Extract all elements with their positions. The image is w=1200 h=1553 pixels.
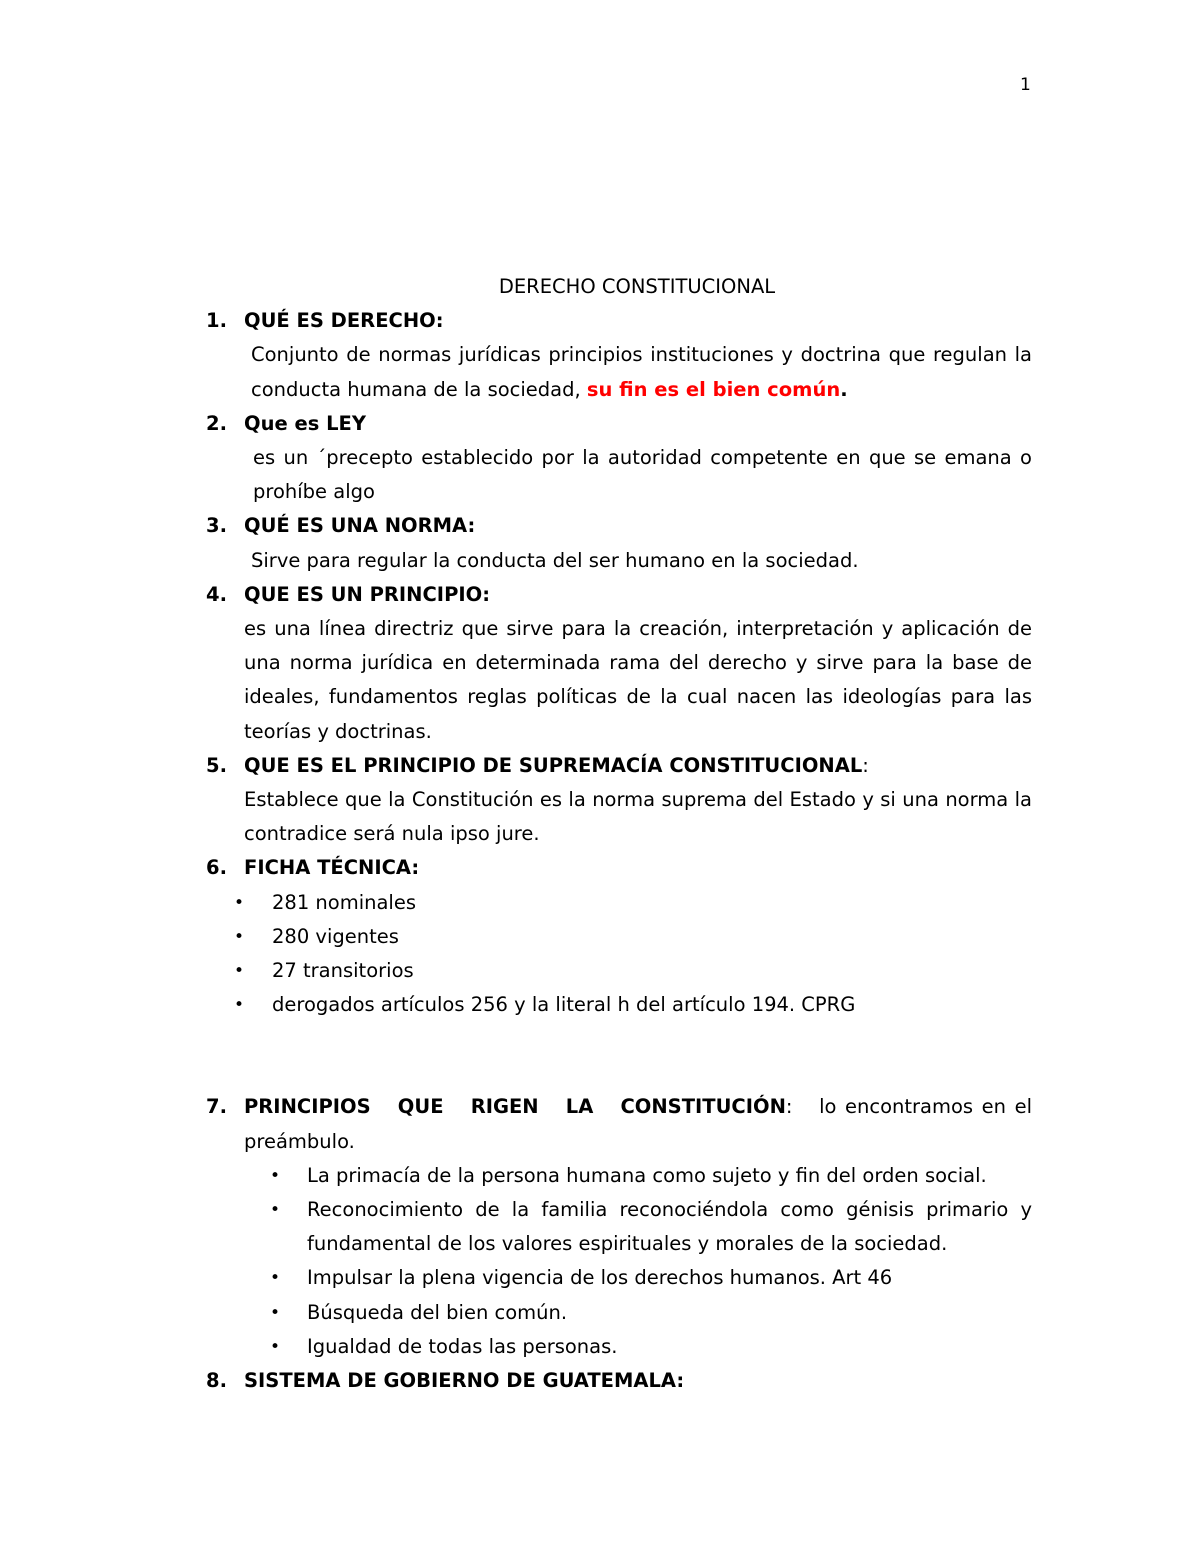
section-number: 2. xyxy=(206,411,227,435)
section-text: es un ´precepto establecido por la autoridad competente en que se emana o prohíbe algo xyxy=(253,446,1032,504)
section-que-es-principio xyxy=(202,578,1032,749)
section-number: 5. xyxy=(206,753,227,777)
section-number: 1. xyxy=(206,309,227,333)
bullet-icon: • xyxy=(234,892,245,913)
section-text xyxy=(244,338,1032,406)
list-item xyxy=(202,988,1032,1022)
bullet-icon: • xyxy=(270,1200,281,1221)
section-heading: QUÉ ES UNA NORMA: xyxy=(244,514,476,538)
list-item xyxy=(202,1330,1032,1364)
list-item xyxy=(202,886,1032,920)
list-item-text: Impulsar la plena vigencia de los derechos humanos. Art 46 xyxy=(307,1266,893,1290)
section-heading: PRINCIPIOS QUE RIGEN LA CONSTITUCIÓN xyxy=(244,1095,786,1119)
list-item-text: Reconocimiento de la familia reconociéndola como génisis primario y fundamental de los valores espirituales y morales de la sociedad. xyxy=(307,1198,1032,1256)
section-heading-line xyxy=(244,749,1032,783)
document-body xyxy=(202,270,1032,1398)
section-que-es-norma xyxy=(202,509,1032,577)
list-item-text: Búsqueda del bien común. xyxy=(307,1300,568,1324)
section-que-es-ley xyxy=(202,407,1032,510)
list-item xyxy=(202,954,1032,988)
heading-colon: : xyxy=(862,753,869,777)
bullet-icon: • xyxy=(234,926,245,947)
section-heading: FICHA TÉCNICA: xyxy=(244,856,420,880)
list-item xyxy=(202,1193,1032,1261)
bullet-icon: • xyxy=(234,961,245,982)
list-item xyxy=(202,1296,1032,1330)
bullet-icon: • xyxy=(270,1268,281,1289)
page-number: 1 xyxy=(1020,75,1031,95)
bullet-icon: • xyxy=(270,1165,281,1186)
section-text: Sirve para regular la conducta del ser humano en la sociedad. xyxy=(251,548,859,572)
section-sistema-gobierno xyxy=(202,1364,1032,1398)
section-text: es una línea directriz que sirve para la creación, interpretación y aplicación de una norma jurídica en determinada rama del derecho y sirve para la base de ideales, fundamentos reglas políticas de la cual nacen las ideologías para las teorías y doctrinas. xyxy=(244,617,1032,743)
section-number: 8. xyxy=(206,1369,227,1393)
section-number: 7. xyxy=(206,1095,227,1119)
section-heading-line xyxy=(244,1090,1032,1158)
section-number: 3. xyxy=(206,514,227,538)
bullet-icon: • xyxy=(270,1302,281,1323)
section-que-es-derecho xyxy=(202,304,1032,407)
spacer xyxy=(202,1022,1032,1090)
section-text-main: Conjunto de normas jurídicas principios instituciones y doctrina que regulan la conducta humana de la sociedad, xyxy=(251,343,1032,401)
section-heading: SISTEMA DE GOBIERNO DE GUATEMALA: xyxy=(244,1369,685,1393)
document-title: DERECHO CONSTITUCIONAL xyxy=(498,275,776,298)
heading-colon: : xyxy=(785,1095,793,1119)
section-text: lo encontramos en el preámbulo. xyxy=(244,1095,1032,1153)
section-heading: QUE ES EL PRINCIPIO DE SUPREMACÍA CONSTITUCIONAL xyxy=(244,753,863,777)
section-heading: Que es LEY xyxy=(244,411,366,435)
list-item-text: 27 transitorios xyxy=(272,959,414,983)
list-item xyxy=(202,920,1032,954)
section-number: 4. xyxy=(206,582,227,606)
list-item-text: 280 vigentes xyxy=(272,924,399,948)
section-number: 6. xyxy=(206,856,227,880)
section-heading: QUE ES UN PRINCIPIO: xyxy=(244,582,490,606)
section-supremacia-constitucional xyxy=(202,749,1032,852)
section-text-end: . xyxy=(840,377,848,401)
highlight-text: su fin es el bien común xyxy=(586,377,841,401)
list-item xyxy=(202,1261,1032,1295)
list-item-text: La primacía de la persona humana como sujeto y fin del orden social. xyxy=(307,1163,987,1187)
list-item-text: derogados artículos 256 y la literal h del artículo 194. CPRG xyxy=(272,993,856,1017)
section-ficha-tecnica xyxy=(202,851,1032,885)
list-item-text: Igualdad de todas las personas. xyxy=(307,1334,618,1358)
ficha-tecnica-list xyxy=(202,886,1032,1023)
list-item xyxy=(202,1159,1032,1193)
bullet-icon: • xyxy=(270,1336,281,1357)
section-heading: QUÉ ES DERECHO: xyxy=(244,309,444,333)
section-principios-constitucion xyxy=(202,1090,1032,1158)
principios-list xyxy=(202,1159,1032,1364)
section-text: Establece que la Constitución es la norma suprema del Estado y si una norma la contradice será nula ipso jure. xyxy=(244,788,1032,846)
list-item-text: 281 nominales xyxy=(272,890,417,914)
bullet-icon: • xyxy=(234,995,245,1016)
